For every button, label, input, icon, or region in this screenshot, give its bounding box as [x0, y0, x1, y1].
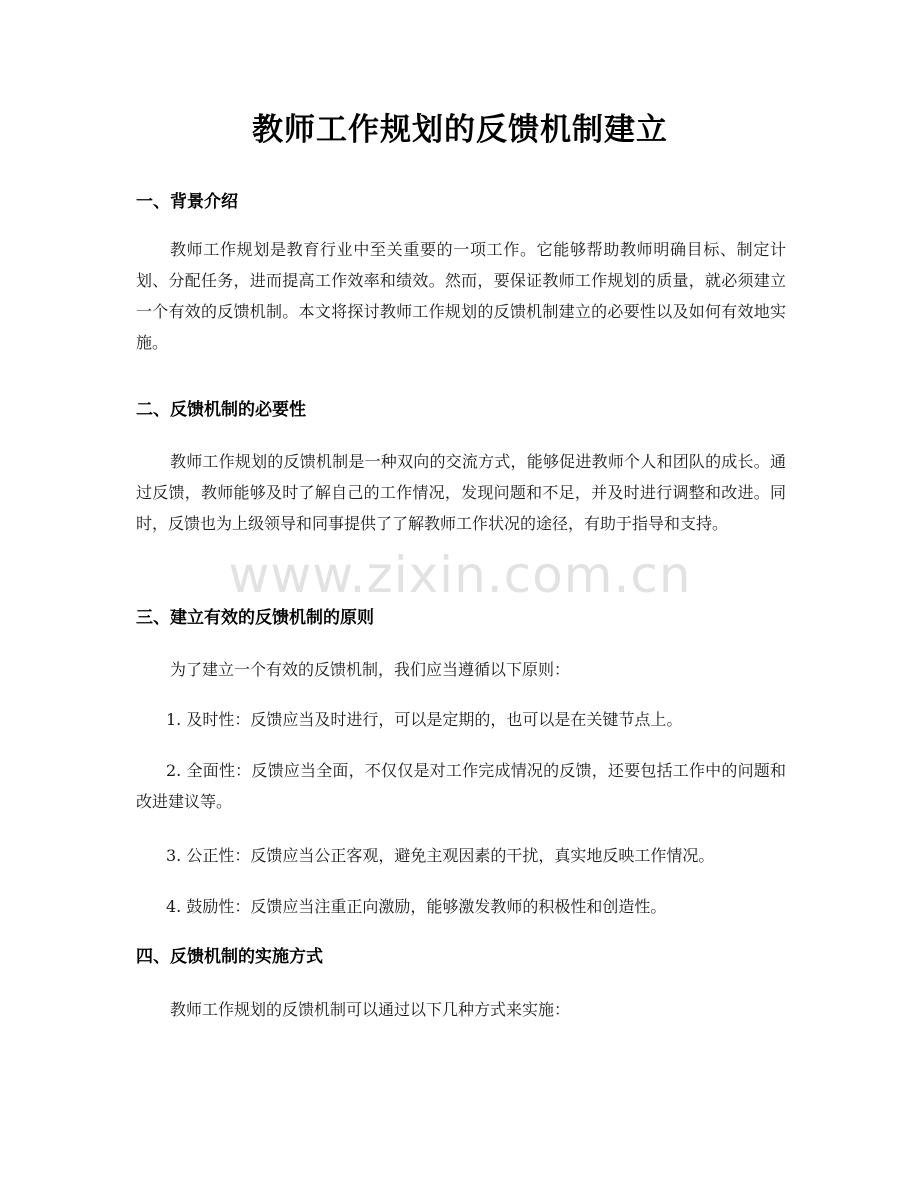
section-heading-background: 一、背景介绍 [136, 192, 238, 212]
section-heading-necessity: 二、反馈机制的必要性 [136, 400, 306, 420]
paragraph-necessity: 教师工作规划的反馈机制是一种双向的交流方式，能够促进教师个人和团队的成长。通过反馈，教师能够及时了解自己的工作情况，发现问题和不足，并及时进行调整和改进。同时，反馈也为上级领导和同事提供了了解教师工作状况的途径，有助于指导和支持。 [136, 452, 786, 533]
document-title: 教师工作规划的反馈机制建立 [252, 112, 668, 148]
paragraph-implementation: 教师工作规划的反馈机制可以通过以下几种方式来实施： [170, 1000, 571, 1019]
paragraph-background: 教师工作规划是教育行业中至关重要的一项工作。它能够帮助教师明确目标、制定计划、分配任务，进而提高工作效率和绩效。然而，要保证教师工作规划的质量，就必须建立一个有效的反馈机制。本文将探讨教师工作规划的反馈机制建立的必要性以及如何有效地实施。 [136, 240, 786, 352]
section-heading-principles: 三、建立有效的反馈机制的原则 [136, 608, 374, 628]
principle-item: 1. 及时性：反馈应当及时进行，可以是定期的，也可以是在关键节点上。 [166, 710, 683, 729]
section-heading-implementation: 四、反馈机制的实施方式 [136, 947, 323, 967]
principle-item: 3. 公正性：反馈应当公正客观，避免主观因素的干扰，真实地反映工作情况。 [166, 846, 715, 865]
watermark: www.zixin.com.cn [228, 546, 692, 604]
principle-item: 4. 鼓励性：反馈应当注重正向激励，能够激发教师的积极性和创造性。 [166, 897, 667, 916]
paragraph-principles-intro: 为了建立一个有效的反馈机制，我们应当遵循以下原则： [170, 660, 571, 679]
principle-item: 2. 全面性：反馈应当全面，不仅仅是对工作完成情况的反馈，还要包括工作中的问题和改进建议等。 [136, 761, 786, 811]
